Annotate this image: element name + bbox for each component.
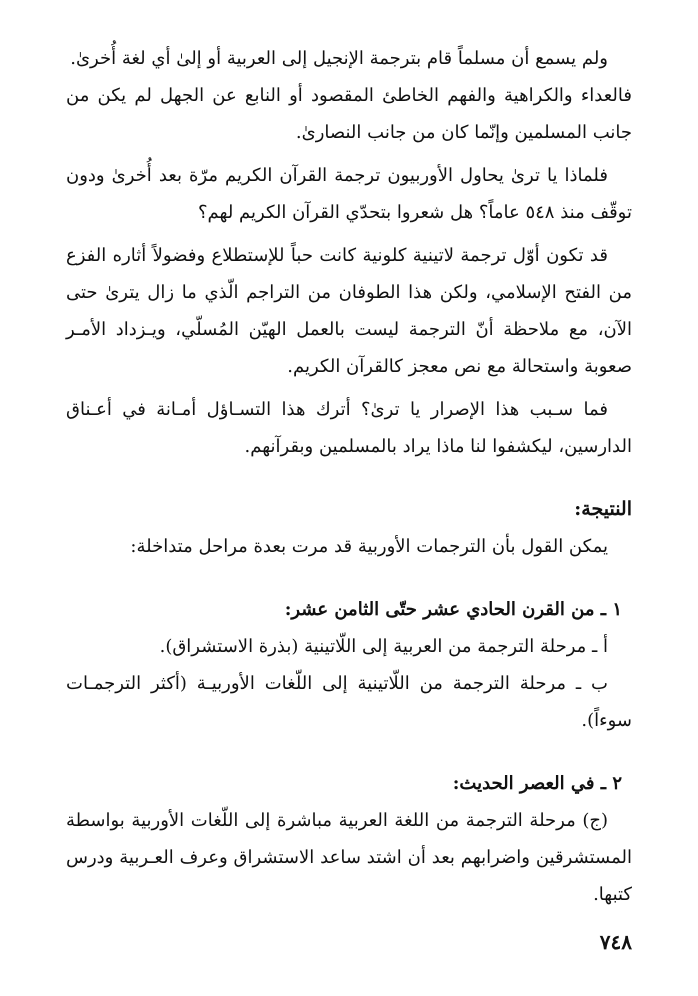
paragraph-2: فالعداء والكراهية والفهم الخاطئ المقصود أو النابع عن الجهل لم يكن من جانب المسلمين وإنّما كان من جانب النصارىٰ. bbox=[66, 85, 632, 143]
page-body bbox=[66, 40, 632, 913]
section-2-title: ٢ ـ في العصر الحديث: bbox=[452, 773, 622, 794]
paragraph-4: قد تكون أوّل ترجمة لاتينية كلونية كانت حباً للإستطلاع وفضولاً أثاره الفزع من الفتح الإسلامي، ولكن هذا الطوفان من التراجم الّذي ما زال يترىٰ حتى الآن، مع ملاحظة أنّ الترجمة ليست بالعمل الهيّن المُسلّي، ويـزداد الأمـر صعوبة واستحالة مع نص معجز كالقرآن الكريم. bbox=[66, 245, 632, 377]
page-number: ٧٤٨ bbox=[599, 930, 632, 954]
section-1-title: ١ ـ من القرن الحادي عشر حتّى الثامن عشر: bbox=[284, 599, 622, 620]
conclusion-heading: النتيجة: bbox=[574, 498, 632, 520]
section-1-item-b: ب ـ مرحلة الترجمة من اللّاتينية إلى اللّغات الأوربيـة (أكثر الترجمـات سوءاً). bbox=[66, 673, 632, 731]
paragraph-5: فما سـبب هذا الإصرار يا ترىٰ؟ أترك هذا التسـاؤل أمـانة في أعـناق الدارسين، ليكشفوا لنا ماذا يراد بالمسلمين وبقرآنهم. bbox=[66, 399, 632, 457]
paragraph-1: ولم يسمع أن مسلماً قام بترجمة الإنجيل إلى العربية أو إلىٰ أي لغة أُخرىٰ. bbox=[70, 48, 608, 69]
paragraph-3: فلماذا يا ترىٰ يحاول الأوربيون ترجمة القرآن الكريم مرّة بعد أُخرىٰ ودون توقّف منذ ٥٤٨ عاماً؟ هل شعروا بتحدّي القرآن الكريم لهم؟ bbox=[66, 165, 632, 223]
conclusion-intro: يمكن القول بأن الترجمات الأوربية قد مرت بعدة مراحل متداخلة: bbox=[130, 536, 608, 557]
section-2-item-c: (ج) مرحلة الترجمة من اللغة العربية مباشرة إلى اللّغات الأوربية بواسطة المستشرقين واضرابهم بعد أن اشتد ساعد الاستشراق وعرف العـربية ودرس كتبها. bbox=[66, 810, 632, 905]
section-1-item-a: أ ـ مرحلة الترجمة من العربية إلى اللّاتينية (بذرة الاستشراق). bbox=[159, 636, 608, 657]
